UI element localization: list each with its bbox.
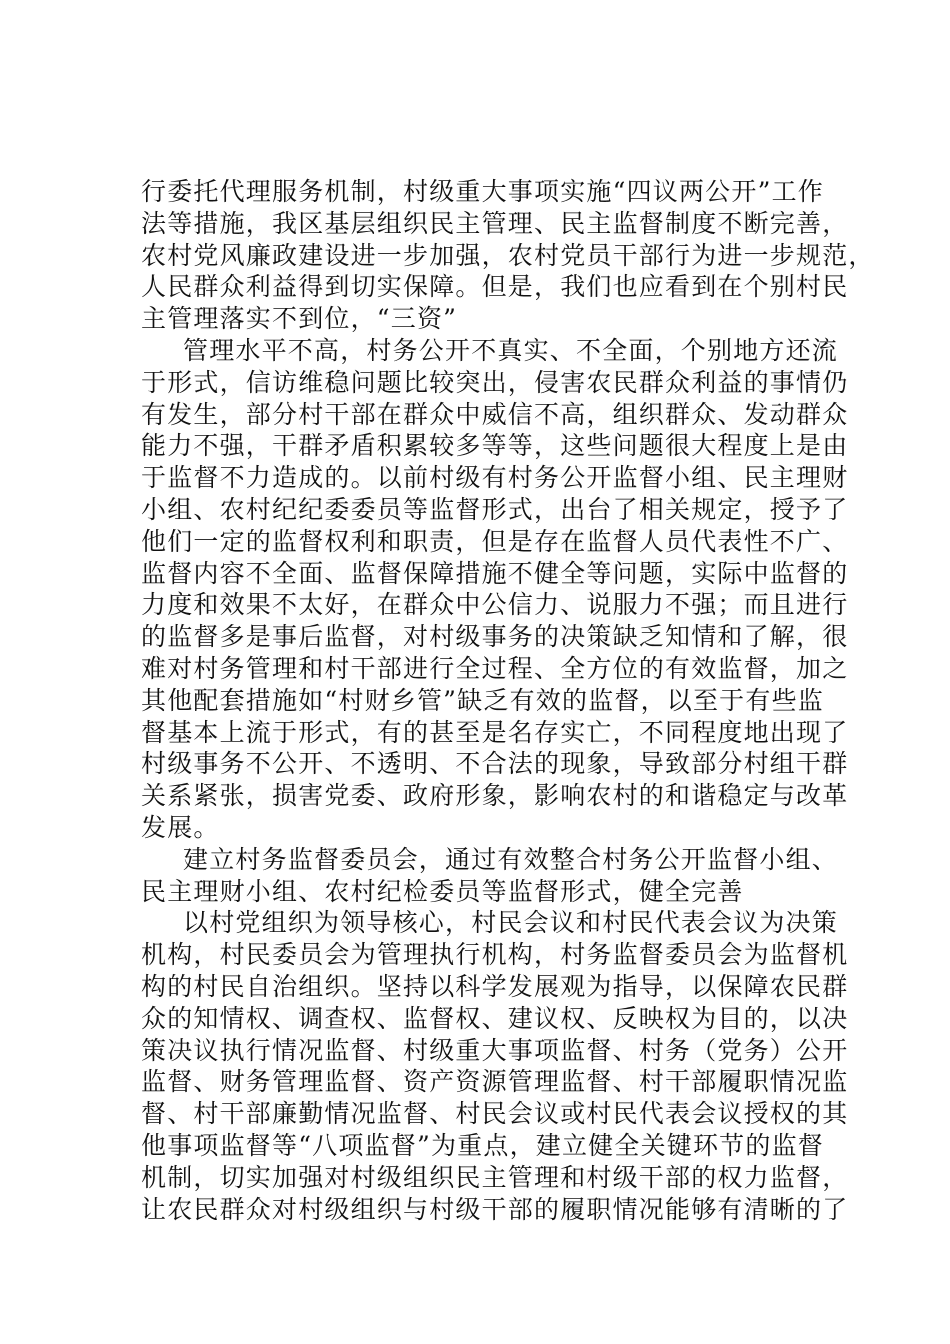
text-line: 农村党风廉政建设进一步加强，农村党员干部行为进一步规范， xyxy=(141,240,875,270)
text-line: 于形式，信访维稳问题比较突出，侵害农民群众利益的事情仍 xyxy=(141,367,849,397)
text-line: 关系紧张，损害党委、政府形象，影响农村的和谐稳定与改革 xyxy=(141,781,849,811)
text-line: 监督、财务管理监督、资产资源管理监督、村干部履职情况监 xyxy=(141,1067,849,1097)
text-line: 其他配套措施如“村财乡管”缺乏有效的监督，以至于有些监 xyxy=(141,685,824,715)
paragraph-4 xyxy=(141,907,849,1225)
text-line: 民主理财小组、农村纪检委员等监督形式，健全完善 xyxy=(141,876,744,906)
text-line: 管理水平不高，村务公开不真实、不全面，个别地方还流 xyxy=(183,335,839,365)
paragraph-2 xyxy=(141,335,849,844)
text-line: 人民群众利益得到切实保障。但是，我们也应看到在个别村民 xyxy=(141,272,849,302)
text-line: 机制，切实加强对村级组织民主管理和村级干部的权力监督， xyxy=(141,1162,849,1192)
text-line: 构的村民自治组织。坚持以科学发展观为指导，以保障农民群 xyxy=(141,971,849,1001)
paragraph-3 xyxy=(141,844,841,908)
text-line: 建立村务监督委员会，通过有效整合村务公开监督小组、 xyxy=(183,844,839,874)
text-line: 力度和效果不太好，在群众中公信力、说服力不强；而且进行 xyxy=(141,590,849,620)
text-line: 能力不强，干群矛盾积累较多等等，这些问题很大程度上是由 xyxy=(141,431,849,461)
text-line: 村级事务不公开、不透明、不合法的现象，导致部分村组干群 xyxy=(141,749,849,779)
text-line: 策决议执行情况监督、村级重大事项监督、村务（党务）公开 xyxy=(141,1035,849,1065)
text-line: 他们一定的监督权利和职责，但是存在监督人员代表性不广、 xyxy=(141,526,849,556)
document-body xyxy=(141,176,875,1225)
text-line: 以村党组织为领导核心，村民会议和村民代表会议为决策 xyxy=(183,908,839,938)
text-line: 发展。 xyxy=(141,812,220,842)
text-line: 主管理落实不到位，“三资” xyxy=(141,304,458,334)
text-line: 督、村干部廉勤情况监督、村民会议或村民代表会议授权的其 xyxy=(141,1099,849,1129)
text-line: 于监督不力造成的。以前村级有村务公开监督小组、民主理财 xyxy=(141,463,849,493)
text-line: 众的知情权、调查权、监督权、建议权、反映权为目的，以决 xyxy=(141,1003,849,1033)
paragraph-1 xyxy=(141,176,875,335)
text-line: 督基本上流于形式，有的甚至是名存实亡，不同程度地出现了 xyxy=(141,717,849,747)
text-line: 法等措施，我区基层组织民主管理、民主监督制度不断完善， xyxy=(141,208,849,238)
text-line: 有发生，部分村干部在群众中威信不高，组织群众、发动群众 xyxy=(141,399,849,429)
text-line: 的监督多是事后监督，对村级事务的决策缺乏知情和了解，很 xyxy=(141,622,849,652)
text-line: 小组、农村纪纪委委员等监督形式，出台了相关规定，授予了 xyxy=(141,494,849,524)
text-line: 监督内容不全面、监督保障措施不健全等问题，实际中监督的 xyxy=(141,558,849,588)
text-line: 机构，村民委员会为管理执行机构，村务监督委员会为监督机 xyxy=(141,940,849,970)
text-line: 他事项监督等“八项监督”为重点，建立健全关键环节的监督 xyxy=(141,1130,824,1160)
text-line: 难对村务管理和村干部进行全过程、全方位的有效监督，加之 xyxy=(141,653,849,683)
text-line: 让农民群众对村级组织与村级干部的履职情况能够有清晰的了 xyxy=(141,1194,849,1224)
text-line: 行委托代理服务机制，村级重大事项实施“四议两公开”工作 xyxy=(141,177,824,206)
